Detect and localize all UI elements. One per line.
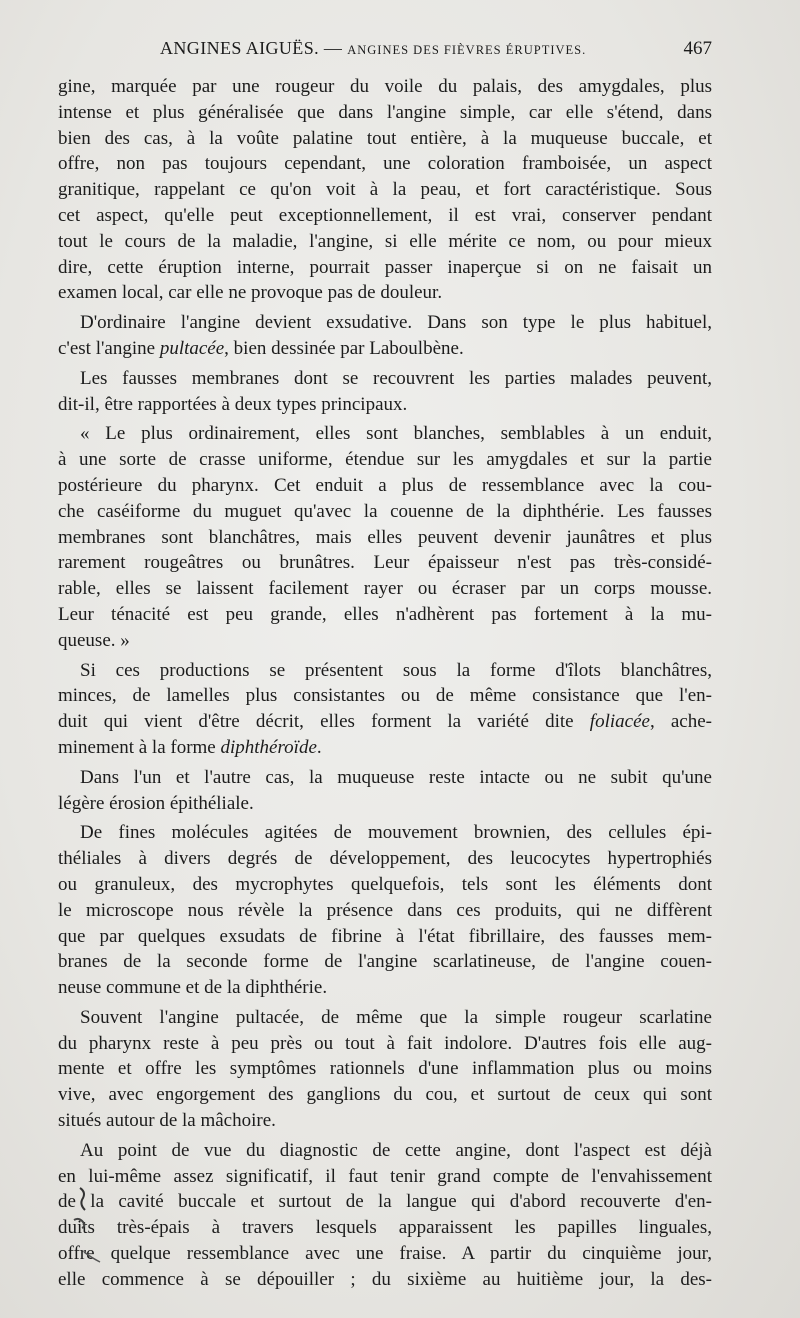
text-line: Leur ténacité est peu grande, elles n'adhèrent pas fortement à la mu- [58,603,712,625]
text-line: de la cavité buccale et surtout de la langue qui d'abord recouverte d'en- [58,1191,712,1213]
text-line: Dans l'un et l'autre cas, la muqueuse reste intacte ou ne subit qu'une [80,766,712,788]
text-line: ou granuleux, des mycrophytes quelquefois, tels sont les éléments dont [58,873,712,895]
text-line: granitique, rappelant ce qu'on voit à la peau, et fort caractéristique. Sous [58,179,712,201]
header-subtitle: ANGINES DES FIÈVRES ÉRUPTIVES. [347,43,587,57]
text-line: branes de la seconde forme de l'angine scarlatineuse, de l'angine couen- [58,951,712,973]
text-line: offre quelque ressemblance avec une fraise. A partir du cinquième jour, [58,1243,712,1265]
paragraph [58,366,712,418]
paragraph [58,421,712,653]
page-number: 467 [683,38,712,59]
header-title: ANGINES AIGUËS. [160,38,319,58]
paragraph [58,658,712,761]
text-line: théliales à divers degrés de développement, des leucocytes hypertrophiés [58,848,712,870]
ink-smudge [70,1180,114,1270]
text-line: membranes sont blanchâtres, mais elles peuvent devenir jaunâtres et plus [58,526,712,548]
text-line: « Le plus ordinairement, elles sont blanches, semblables à un enduit, [80,423,712,445]
text-line: Les fausses membranes dont se recouvrent les parties malades peuvent, [80,367,712,389]
text-line: rarement rougeâtres ou brunâtres. Leur épaisseur n'est pas très-considé- [58,552,712,574]
text-line: à une sorte de crasse uniforme, étendue sur les amygdales et sur la partie [58,449,712,471]
text-line: offre, non pas toujours cependant, une coloration framboisée, un aspect [58,153,712,175]
paragraph [58,1138,712,1293]
text-line: che caséiforme du muguet qu'avec la couenne de la diphthérie. Les fausses [58,500,712,522]
text-line: postérieure du pharynx. Cet enduit a plus de ressemblance avec la cou- [58,474,712,496]
text-line: c'est l'angine pultacée, bien dessinée par Laboulbène. [58,337,464,359]
text-line: légère érosion épithéliale. [58,792,254,814]
text-line: dire, cette éruption interne, pourrait passer inaperçue si on ne faisait un [58,256,712,278]
text-line: cet aspect, qu'elle peut exceptionnellement, il est vrai, conserver pendant [58,204,712,226]
text-line: rable, elles se laissent facilement rayer ou écraser par un corps mousse. [58,578,712,600]
text-line: minces, de lamelles plus consistantes ou de même consistance que l'en- [58,685,712,707]
paragraph [58,820,712,1001]
text-line: le microscope nous révèle la présence dans ces produits, qui ne diffèrent [58,899,712,921]
text-line: Si ces productions se présentent sous la forme d'îlots blanchâtres, [80,659,712,681]
text-line: duit qui vient d'être décrit, elles forment la variété dite foliacée, ache- [58,711,712,733]
text-line: situés autour de la mâchoire. [58,1110,276,1132]
page-body-text [58,74,712,1293]
running-title [160,38,586,59]
text-line: D'ordinaire l'angine devient exsudative. Dans son type le plus habituel, [80,312,712,334]
text-line: que par quelques exsudats de fibrine à l'état fibrillaire, des fausses mem- [58,925,712,947]
text-line: minement à la forme diphthéroïde. [58,736,322,758]
text-line: neuse commune et de la diphthérie. [58,977,328,999]
paragraph [58,1005,712,1134]
text-line: De fines molécules agitées de mouvement brownien, des cellules épi- [80,822,712,844]
text-line: dit-il, être rapportées à deux types principaux. [58,393,408,415]
text-line: en lui-même assez significatif, il faut tenir grand compte de l'envahissement [58,1165,712,1187]
text-line: gine, marquée par une rougeur du voile du palais, des amygdales, plus [58,76,712,97]
text-line: Souvent l'angine pultacée, de même que la simple rougeur scarlatine [80,1006,712,1028]
paragraph [58,74,712,306]
text-line: Au point de vue du diagnostic de cette angine, dont l'aspect est déjà [80,1139,712,1161]
header-separator: — [319,38,348,58]
paragraph [58,765,712,817]
text-line: bien des cas, à la voûte palatine tout entière, à la muqueuse buccale, et [58,127,712,149]
text-line: mente et offre les symptômes rationnels d'une inflammation plus ou moins [58,1058,712,1080]
text-line: elle commence à se dépouiller ; du sixième au huitième jour, la des- [58,1268,712,1290]
text-line: examen local, car elle ne provoque pas de douleur. [58,282,443,304]
running-header [160,38,712,64]
text-line: duits très-épais à travers lesquels apparaissent les papilles linguales, [58,1217,712,1239]
text-line: vive, avec engorgement des ganglions du cou, et surtout de ceux qui sont [58,1084,712,1106]
paragraph [58,310,712,362]
text-line: queuse. » [58,629,130,651]
text-line: tout le cours de la maladie, l'angine, si elle mérite ce nom, ou pour mieux [58,230,712,252]
text-line: intense et plus généralisée que dans l'angine simple, car elle s'étend, dans [58,101,712,123]
text-line: du pharynx reste à peu près ou tout à fait indolore. D'autres fois elle aug- [58,1032,712,1054]
